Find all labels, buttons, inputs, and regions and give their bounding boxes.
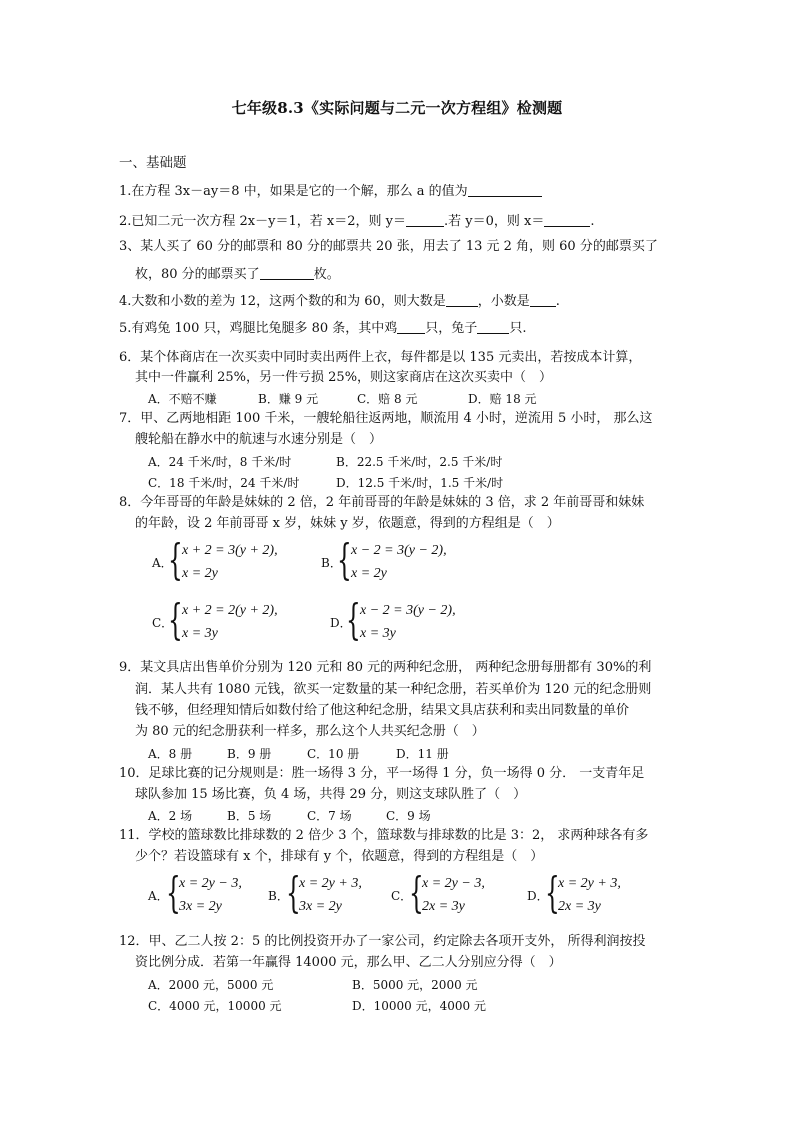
q8-option-c[interactable]: C． { x + 2 = 2(y + 2), x = 3y bbox=[152, 595, 278, 644]
question-10: 10．足球比赛的记分规则是：胜一场得 3 分，平一场得 1 分，负一场得 0 分． 一支青年足 bbox=[119, 766, 645, 781]
answer-blank[interactable] bbox=[468, 182, 542, 197]
question-6: 6．某个体商店在一次买卖中同时卖出两件上衣，每件都是以 135 元卖出，若按成本计算， bbox=[119, 350, 642, 365]
q7-option-c[interactable]: C．18 千米/时，24 千米/时 bbox=[148, 476, 300, 490]
q11-option-c[interactable]: C． { x = 2y − 3, 2x = 3y bbox=[391, 868, 485, 917]
q11-option-a[interactable]: A． { x = 2y − 3, 3x = 2y bbox=[148, 868, 242, 917]
question-5: 5.有鸡兔 100 只，鸡腿比兔腿多 80 条，其中鸡 只，兔子 只. bbox=[119, 321, 527, 336]
question-9-cont: 为 80 元的纪念册获利一样多，那么这个人共买纪念册（ ） bbox=[135, 724, 485, 739]
question-9-cont: 润．某人共有 1080 元钱，欲买一定数量的某一种纪念册，若买单价为 120 元的纪念册则 bbox=[135, 682, 652, 697]
question-6-cont: 其中一件赢利 25%，另一件亏损 25%，则这家商店在这次买卖中（ ） bbox=[135, 370, 553, 385]
q10-option-b[interactable]: B．5 场 bbox=[227, 809, 272, 823]
q12-option-c[interactable]: C．4000 元，10000 元 bbox=[148, 999, 282, 1013]
q10-option-c[interactable]: C．7 场 bbox=[307, 809, 352, 823]
q10-option-d[interactable]: C．9 场 bbox=[386, 809, 431, 823]
brace-glyph: { bbox=[346, 595, 361, 644]
q6-option-d[interactable]: D．赔 18 元 bbox=[468, 392, 537, 406]
q7-option-d[interactable]: D．12.5 千米/时，1.5 千米/时 bbox=[336, 476, 504, 490]
question-1: 1.在方程 3x－ay＝8 中，如果是它的一个解，那么 a 的值为 bbox=[119, 182, 542, 201]
brace-glyph: { bbox=[168, 595, 183, 644]
brace-glyph: { bbox=[168, 535, 183, 584]
q9-option-d[interactable]: D．11 册 bbox=[396, 747, 449, 761]
q6-option-b[interactable]: B．赚 9 元 bbox=[258, 392, 319, 406]
answer-blank[interactable] bbox=[397, 319, 425, 334]
q12-option-a[interactable]: A．2000 元，5000 元 bbox=[148, 978, 274, 992]
brace-glyph: { bbox=[166, 868, 181, 917]
q7-option-b[interactable]: B．22.5 千米/时，2.5 千米/时 bbox=[336, 455, 503, 469]
answer-blank[interactable] bbox=[544, 212, 590, 227]
question-9-cont: 钱不够，但经理知情后如数付给了他这种纪念册，结果文具店获利和卖出同数量的单价 bbox=[135, 703, 630, 718]
q9-option-c[interactable]: C．10 册 bbox=[307, 747, 360, 761]
question-12: 12．甲、乙二人按 2：5 的比例投资开办了一家公司，约定除去各项开支外， 所得利润按投 bbox=[119, 934, 646, 949]
question-10-cont: 球队参加 15 场比赛，负 4 场，共得 29 分，则这支球队胜了（ ） bbox=[135, 787, 527, 802]
question-3-cont: 枚，80 分的邮票买了 枚。 bbox=[135, 267, 340, 282]
section-heading: 一、基础题 bbox=[119, 155, 187, 171]
q8-option-a[interactable]: A． { x + 2 = 3(y + 2), x = 2y bbox=[152, 535, 278, 584]
question-9: 9．某文具店出售单价分别为 120 元和 80 元的两种纪念册， 两种纪念册每册都有 30%的利 bbox=[119, 660, 652, 675]
answer-blank[interactable] bbox=[446, 292, 478, 307]
page-title: 七年级8.3《实际问题与二元一次方程组》检测题 bbox=[231, 99, 563, 117]
question-12-cont: 资比例分成．若第一年赢得 14000 元，那么甲、乙二人分别应分得（ ） bbox=[135, 955, 562, 970]
question-11: 11．学校的篮球数比排球数的 2 倍少 3 个，篮球数与排球数的比是 3：2， 求两种球各有多 bbox=[119, 828, 649, 843]
q8-option-b[interactable]: B． { x − 2 = 3(y − 2), x = 2y bbox=[321, 535, 447, 584]
answer-blank[interactable] bbox=[406, 212, 444, 227]
question-2: 2.已知二元一次方程 2x－y＝1，若 x＝2，则 y＝ .若 y＝0，则 x＝ . bbox=[119, 214, 595, 229]
answer-blank[interactable] bbox=[530, 292, 556, 307]
q6-option-c[interactable]: C．赔 8 元 bbox=[357, 392, 418, 406]
question-7: 7．甲、乙两地相距 100 千米，一艘轮船往返两地，顺流用 4 小时，逆流用 5 小时， 那么这 bbox=[119, 411, 653, 426]
q12-option-d[interactable]: D．10000 元，4000 元 bbox=[352, 999, 486, 1013]
q11-option-d[interactable]: D． { x = 2y + 3, 2x = 3y bbox=[527, 868, 621, 917]
brace-glyph: { bbox=[545, 868, 560, 917]
q11-option-b[interactable]: B． { x = 2y + 3, 3x = 2y bbox=[268, 868, 362, 917]
question-7-cont: 艘轮船在静水中的航速与水速分别是（ ） bbox=[135, 432, 383, 447]
answer-blank[interactable] bbox=[260, 265, 314, 280]
q10-option-a[interactable]: A．2 场 bbox=[148, 809, 193, 823]
q12-option-b[interactable]: B．5000 元，2000 元 bbox=[352, 978, 478, 992]
brace-glyph: { bbox=[409, 868, 424, 917]
brace-glyph: { bbox=[337, 535, 352, 584]
q7-option-a[interactable]: A．24 千米/时，8 千米/时 bbox=[148, 455, 292, 469]
answer-blank[interactable] bbox=[477, 319, 509, 334]
q6-option-a[interactable]: A．不赔不赚 bbox=[148, 392, 217, 406]
q8-option-d[interactable]: D． { x − 2 = 3(y − 2), x = 3y bbox=[330, 595, 456, 644]
brace-glyph: { bbox=[286, 868, 301, 917]
question-11-cont: 少个？若设篮球有 x 个，排球有 y 个，依题意，得到的方程组是（ ） bbox=[135, 849, 544, 864]
q9-option-a[interactable]: A．8 册 bbox=[148, 747, 193, 761]
question-3: 3、某人买了 60 分的邮票和 80 分的邮票共 20 张，用去了 13 元 2 角，则 60 分的邮票买了 bbox=[119, 239, 658, 254]
q9-option-b[interactable]: B．9 册 bbox=[227, 747, 272, 761]
question-8: 8．今年哥哥的年龄是妹妹的 2 倍，2 年前哥哥的年龄是妹妹的 3 倍，求 2 年前哥哥和妹妹 bbox=[119, 495, 645, 510]
question-4: 4.大数和小数的差为 12，这两个数的和为 60，则大数是 ，小数是 . bbox=[119, 294, 560, 309]
question-8-cont: 的年龄，设 2 年前哥哥 x 岁，妹妹 y 岁，依题意，得到的方程组是（ ） bbox=[135, 516, 560, 531]
